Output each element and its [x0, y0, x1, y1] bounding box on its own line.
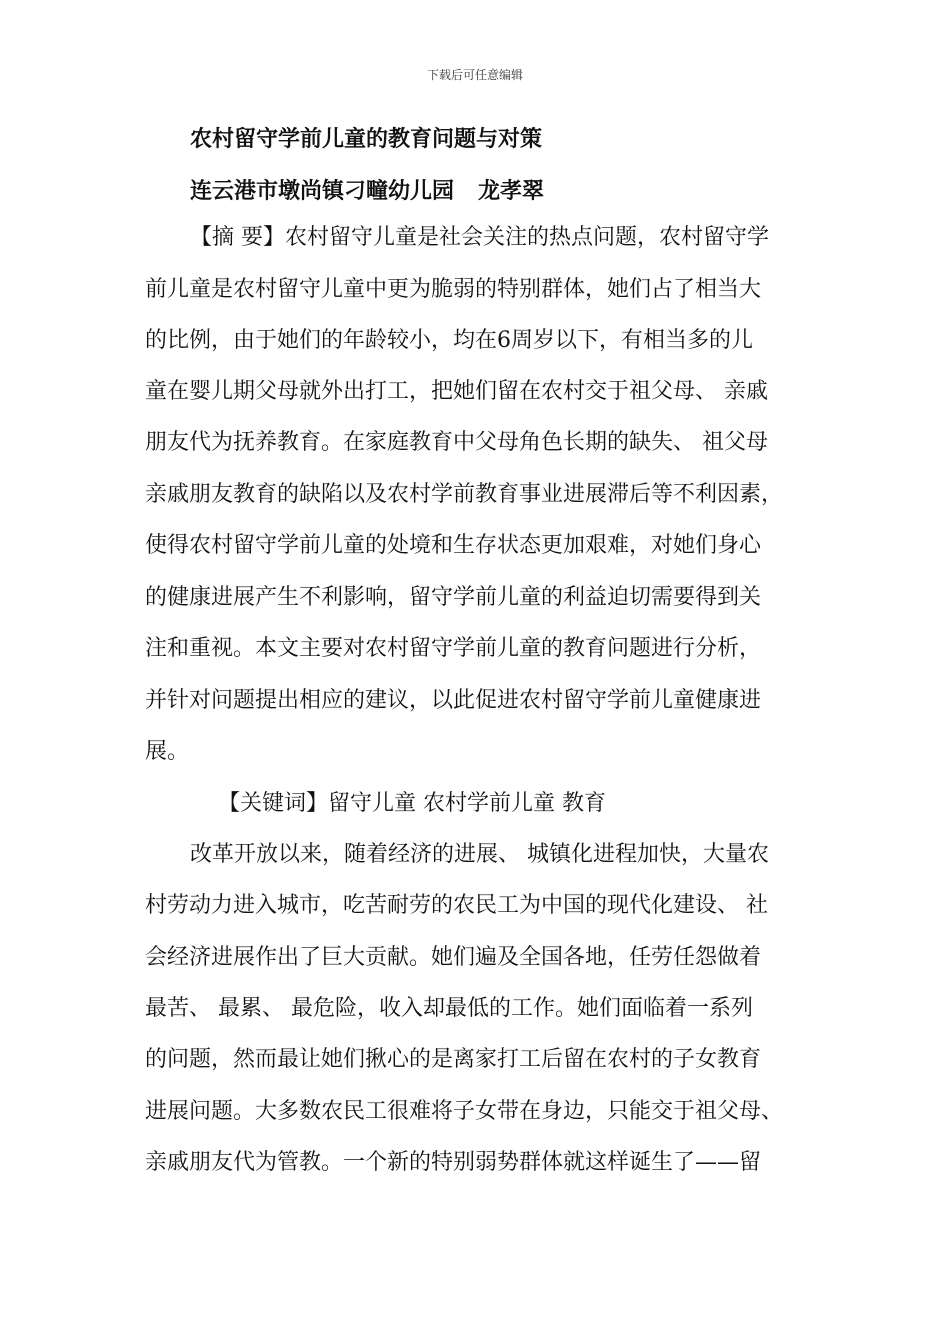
abstract-line: 童在婴儿期父母就外出打工，把她们留在农村交于祖父母、 亲戚: [145, 379, 768, 404]
intro-line: 亲戚朋友代为管教。一个新的特别弱势群体就这样诞生了——留: [145, 1150, 762, 1175]
byline: [190, 174, 544, 205]
article-title: 农村留守学前儿童的教育问题与对策: [190, 126, 543, 152]
intro-line: 改革开放以来，随着经济的进展、 城镇化进程加快，大量农: [190, 842, 769, 867]
abstract-line: 的健康进展产生不利影响，留守学前儿童的利益迫切需要得到关: [145, 585, 762, 610]
intro-line: 进展问题。大多数农民工很难将子女带在身边，只能交于祖父母、: [145, 1099, 784, 1124]
abstract-line: 展。: [145, 739, 190, 764]
byline-school: 连云港市墩尚镇刁疃幼儿园: [190, 178, 455, 204]
abstract-line: 前儿童是农村留守儿童中更为脆弱的特别群体，她们占了相当大: [145, 277, 762, 302]
abstract-line: 注和重视。本文主要对农村留守学前儿童的教育问题进行分析，: [145, 636, 762, 661]
intro-line: 最苦、 最累、 最危险，收入却最低的工作。她们面临着一系列: [145, 996, 753, 1021]
abstract-line: 并针对问题提出相应的建议，以此促进农村留守学前儿童健康进: [145, 688, 762, 713]
byline-author: 龙孝翠: [478, 178, 545, 204]
intro-line: 村劳动力进入城市，吃苦耐劳的农民工为中国的现代化建设、 社: [145, 893, 768, 918]
abstract-line: 使得农村留守学前儿童的处境和生存状态更加艰难，对她们身心: [145, 533, 762, 558]
intro-line: 的问题，然而最让她们揪心的是离家打工后留在农村的子女教育: [145, 1047, 762, 1072]
intro-line: 会经济进展作出了巨大贡献。她们遍及全国各地，任劳任怨做着: [145, 945, 762, 970]
header-note: 下载后可任意编辑: [426, 68, 523, 82]
abstract-line: 朋友代为抚养教育。在家庭教育中父母角色长期的缺失、 祖父母: [145, 430, 768, 455]
keywords-line: 【关键词】留守儿童 农村学前儿童 教育: [218, 791, 606, 816]
abstract-line: 【摘 要】农村留守儿童是社会关注的热点问题，农村留守学: [190, 225, 769, 250]
abstract-line: 亲戚朋友教育的缺陷以及农村学前教育事业进展滞后等不利因素，: [145, 482, 784, 507]
abstract-line: 的比例，由于她们的年龄较小，均在6周岁以下，有相当多的儿: [145, 328, 753, 353]
